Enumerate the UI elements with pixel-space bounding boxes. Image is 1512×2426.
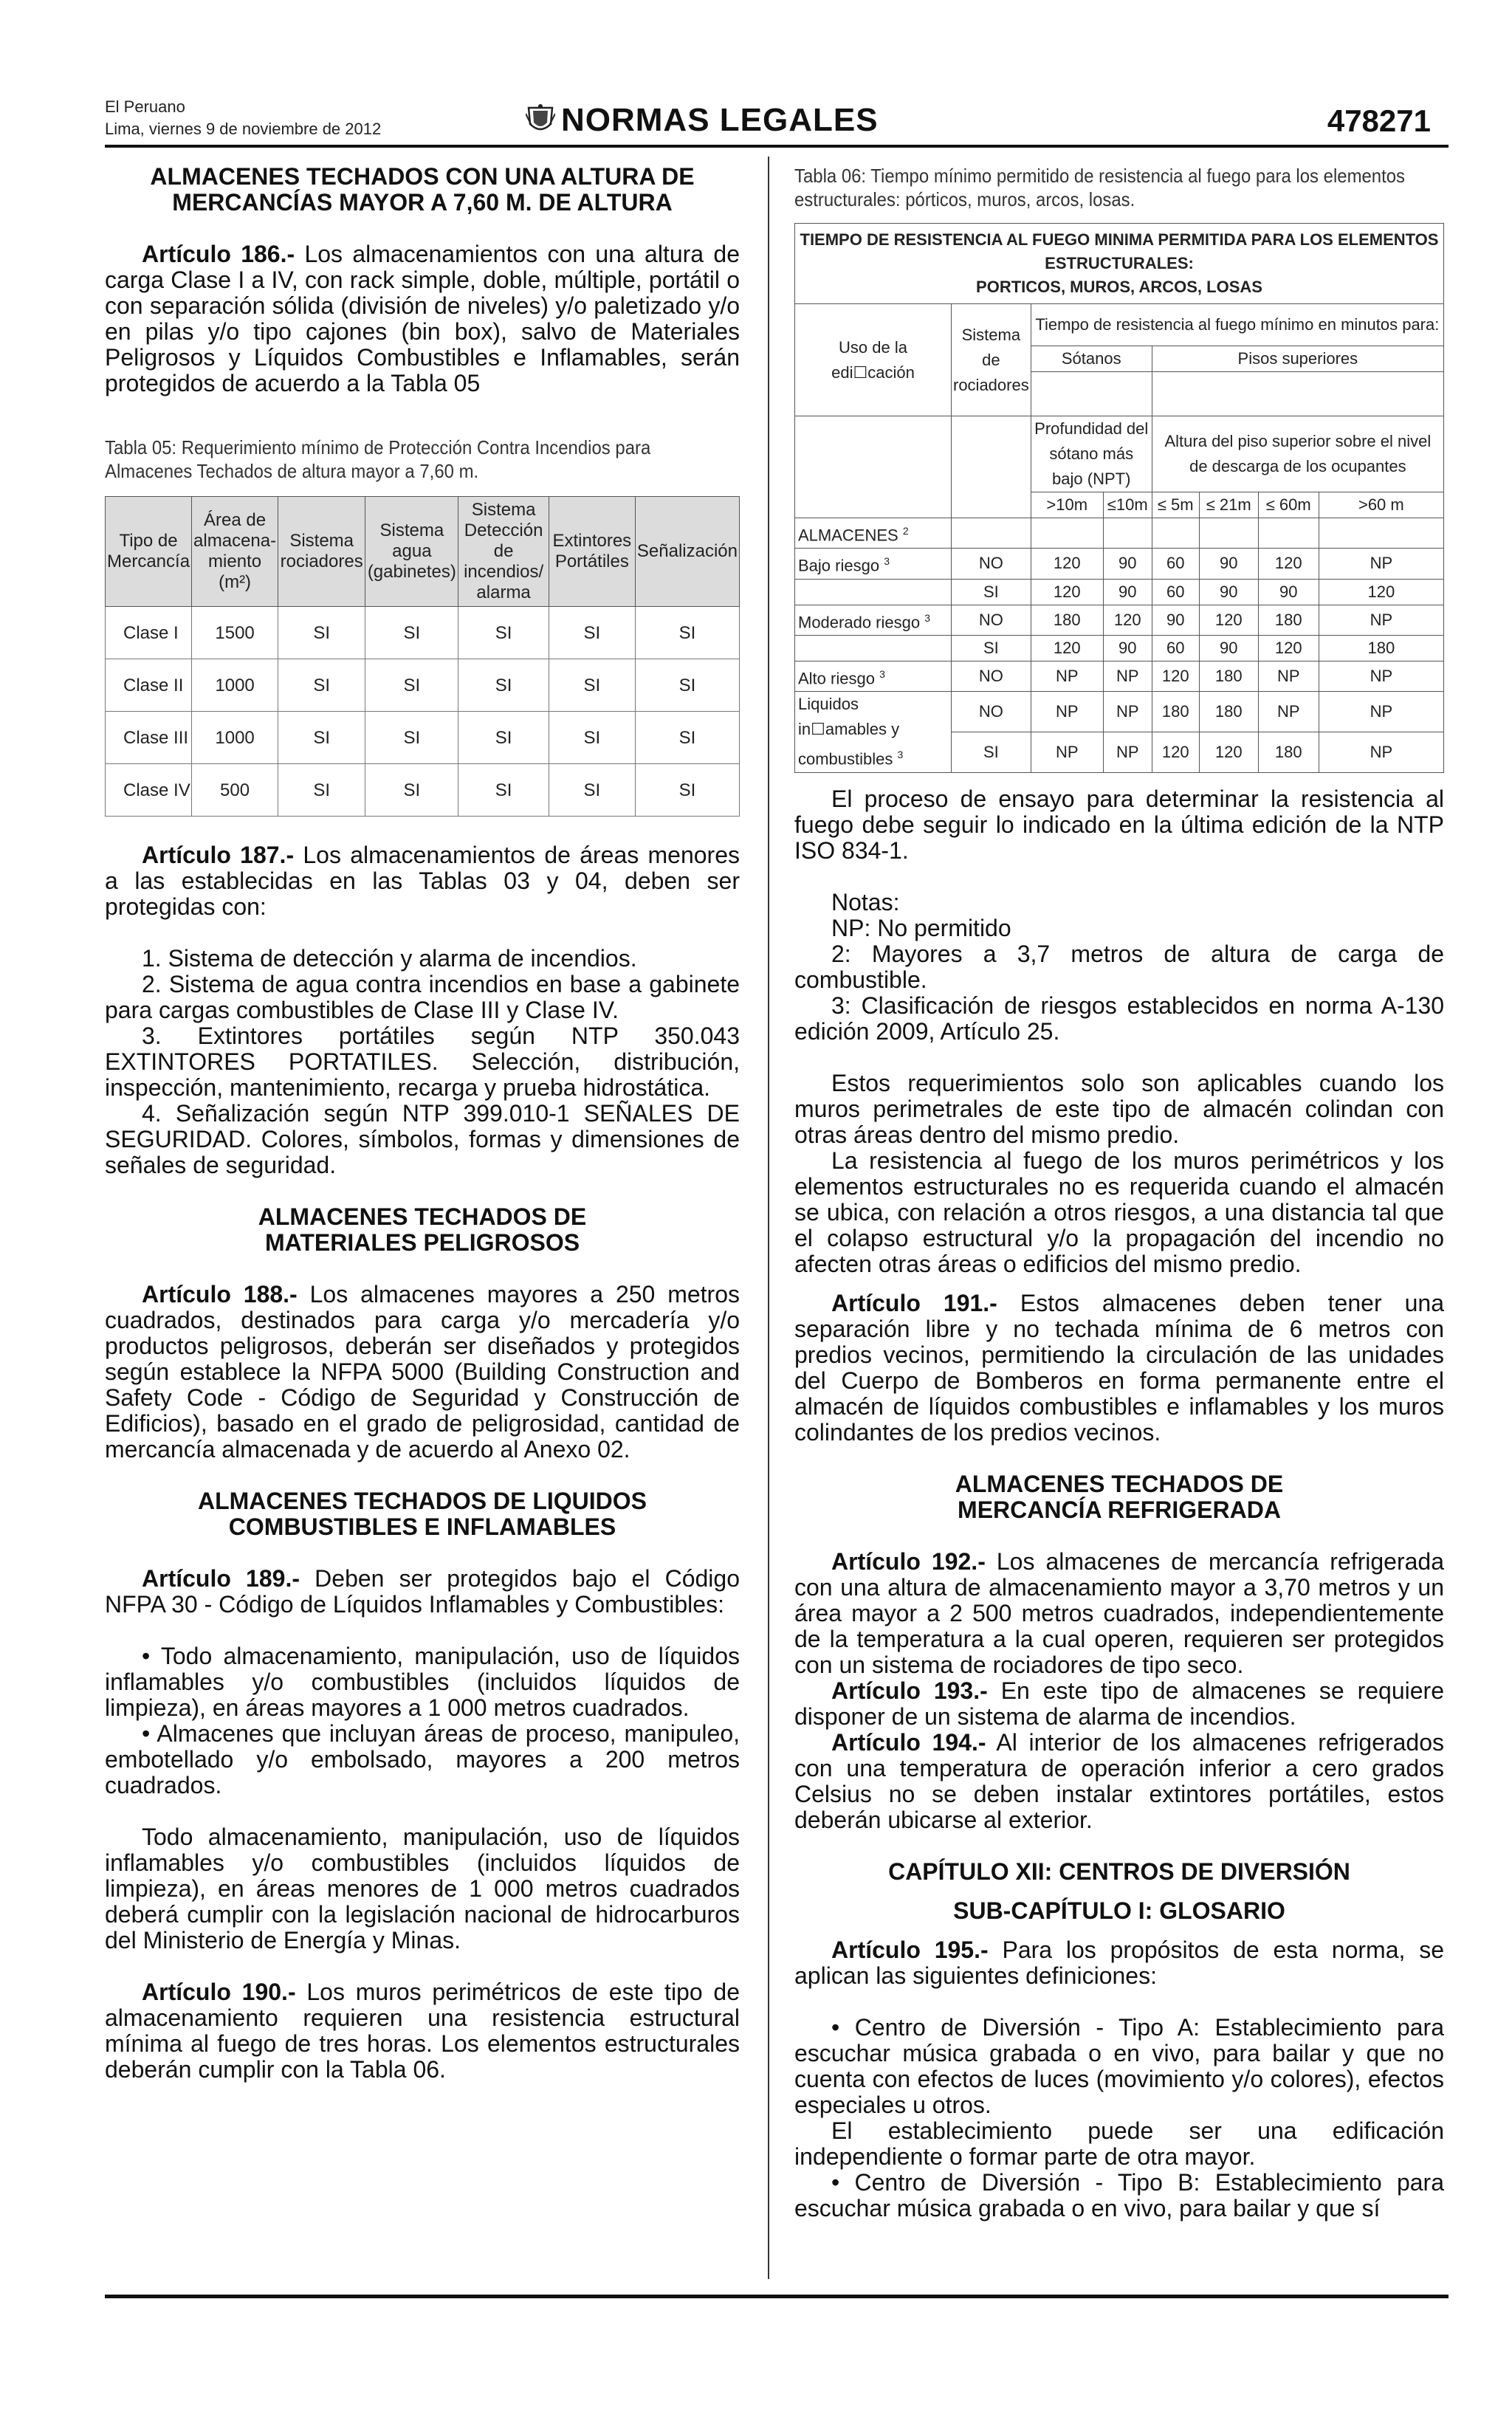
paragraph-edificacion: El establecimiento puede ser una edificación independiente o formar parte de otra mayor. — [794, 2117, 1444, 2170]
table-cell: 1000 — [192, 712, 278, 764]
table-cell: 180 — [1199, 661, 1258, 691]
article-192 — [794, 1549, 1444, 1678]
table-cell: 90 — [1258, 579, 1319, 605]
paragraph-resistencia: La resistencia al fuego de los muros perimétricos y los elementos estructurales no es requerida cuando el almacén se ubica, con relación a otros riesgos, a una distancia tal que el colapso estructural y/o la propagación del incendio no afecten otras áreas o edificios del mismo predio. — [794, 1147, 1444, 1277]
table-cell: NP — [1319, 605, 1443, 635]
table-cell: 180 — [1152, 692, 1199, 732]
page-number: 478271 — [1327, 103, 1431, 138]
list-item: 4. Señalización según NTP 399.010-1 SEÑALES DE SEGURIDAD. Colores, símbolos, formas y dimensiones de señales de seguridad. — [105, 1100, 740, 1178]
table-cell: NP — [1031, 732, 1103, 772]
list-item: • Centro de Diversión - Tipo A: Establecimiento para escuchar música grabada o en vivo, para bailar y que no cuenta con efectos de luces (movimiento y/o colores), efectos especiales u otros. — [794, 2013, 1444, 2118]
table-row — [106, 659, 740, 712]
table-06-header-row — [795, 416, 1444, 492]
footnote-mark: 3 — [884, 555, 890, 568]
table-cell: NP — [1319, 549, 1443, 579]
notes-heading: Notas: — [831, 888, 900, 915]
table-cell: 120 — [1258, 635, 1319, 661]
footnote-mark: 3 — [897, 749, 904, 761]
table-row — [795, 661, 1444, 691]
table-06-header-sotanos: Sótanos — [1031, 346, 1152, 372]
article-186-label: Artículo 186.- — [142, 241, 295, 267]
right-column — [794, 164, 1444, 2221]
table-cell: 120 — [1258, 549, 1319, 579]
article-192-label: Artículo 192.- — [831, 1547, 986, 1575]
table-row — [795, 692, 1444, 732]
table-row — [795, 518, 1444, 549]
table-06-uso: Bajo riesgo — [798, 556, 880, 575]
table-cell: NP — [1103, 732, 1152, 772]
article-188-label: Artículo 188.- — [142, 1281, 298, 1308]
table-cell: 180 — [1199, 692, 1258, 732]
table-cell — [795, 692, 952, 772]
table-06-header-altura: Altura del piso superior sobre el nivel de descarga de los ocupantes — [1152, 416, 1443, 492]
table-cell: 180 — [1258, 732, 1319, 772]
table-cell: SI — [549, 607, 635, 659]
coat-of-arms-icon — [526, 103, 555, 136]
table-cell: SI — [635, 659, 739, 712]
table-cell: NO — [952, 692, 1031, 732]
article-186 — [105, 241, 740, 396]
paragraph-hidrocarburos: Todo almacenamiento, manipulación, uso de líquidos inflamables y/o combustibles (incluidos líquidos de limpieza), en áreas menores de 1 000 metros cuadrados deberá cumplir con la legislación nacional de hidrocarburos del Ministerio de Energía y Minas. — [105, 1824, 740, 1953]
table-cell: SI — [458, 607, 549, 659]
list-item: • Todo almacenamiento, manipulación, uso de líquidos inflamables y/o combustibles (incluidos líquidos de limpieza), en áreas mayores a 1 000 metros cuadrados. — [105, 1643, 740, 1721]
table-06-title-row — [795, 224, 1444, 304]
article-193-label: Artículo 193.- — [831, 1677, 988, 1704]
table-05-header: Tipo de Mercancía — [106, 497, 192, 607]
table-cell: 180 — [1319, 635, 1443, 661]
table-cell: NP — [1031, 692, 1103, 732]
list-item: • Almacenes que incluyan áreas de proceso, manipuleo, embotellado y/o embolsado, mayores a 200 metros cuadrados. — [105, 1720, 740, 1798]
almacenes-label: ALMACENES — [798, 526, 898, 545]
table-05 — [105, 496, 740, 817]
table-cell: NO — [952, 549, 1031, 579]
table-cell: SI — [278, 659, 365, 712]
article-190 — [105, 1979, 740, 2083]
list-item: 1. Sistema de detección y alarma de incendios. — [142, 945, 637, 972]
table-cell — [795, 605, 952, 635]
article-191-label: Artículo 191.- — [831, 1289, 997, 1316]
table-cell: 120 — [1199, 732, 1258, 772]
table-cell: SI — [365, 764, 458, 817]
footnote-mark: 3 — [924, 611, 931, 624]
footnote-mark: 3 — [879, 667, 885, 680]
table-cell: 120 — [1199, 605, 1258, 635]
article-191 — [794, 1291, 1444, 1446]
table-05-header: Sistema rociadores — [278, 497, 365, 607]
table-06-col: >10m — [1031, 492, 1103, 518]
table-05-caption: Tabla 05: Requerimiento mínimo de Protección Contra Incendios para Almacenes Techados de altura mayor a 7,60 m. — [105, 436, 651, 482]
table-cell: SI — [549, 659, 635, 712]
table-cell — [795, 518, 952, 549]
note-np: NP: No permitido — [831, 914, 1011, 941]
table-cell: 90 — [1199, 635, 1258, 661]
issue-date: Lima, viernes 9 de noviembre de 2012 — [105, 120, 382, 138]
table-cell: 1500 — [192, 607, 278, 659]
table-06-header-uso: Uso de la edi☐cación — [795, 304, 952, 416]
table-cell: SI — [458, 659, 549, 712]
article-193-text: En este tipo de almacenes se requiere disponer de un sistema de alarma de incendios. — [794, 1677, 1445, 1730]
table-cell: NP — [1031, 661, 1103, 691]
paragraph-requerimientos: Estos requerimientos solo son aplicables cuando los muros perimetrales de este tipo de almacén colindan con otras áreas dentro del mismo predio. — [794, 1069, 1444, 1148]
table-06-col: ≤10m — [1103, 492, 1152, 518]
article-190-label: Artículo 190.- — [142, 1979, 296, 2005]
table-06-caption: Tabla 06: Tiempo mínimo permitido de resistencia al fuego para los elementos estructurales: pórticos, muros, arcos, losas. — [794, 165, 1406, 210]
table-cell: SI — [635, 764, 739, 817]
table-cell: SI — [952, 635, 1031, 661]
article-192-text: Los almacenes de mercancía refrigerada con una altura de almacenamiento mayor a 3,70 metros y un área mayor a 2 500 metros cuadrados, independientemente de la temperatura a la cual operen, requieren ser protegidos con un sistema de rociadores de tipo seco. — [794, 1547, 1444, 1678]
chapter-heading: CAPÍTULO XII: CENTROS DE DIVERSIÓN — [888, 1858, 1350, 1885]
list-item: • Centro de Diversión - Tipo B: Establecimiento para escuchar música grabada o en vivo, para bailar y que sí — [794, 2168, 1444, 2221]
table-06-title-line: PORTICOS, MUROS, ARCOS, LOSAS — [976, 278, 1262, 296]
article-194 — [794, 1730, 1444, 1833]
table-06-header-row — [795, 304, 1444, 346]
footnote-mark: 2 — [902, 525, 909, 537]
table-row — [795, 549, 1444, 579]
table-cell: NP — [1103, 692, 1152, 732]
table-cell — [795, 549, 952, 579]
table-06-header-sistema: Sistema de rociadores — [952, 304, 1031, 416]
table-cell: NO — [952, 661, 1031, 691]
table-06-header-profundidad: Profundidad del sótano más bajo (NPT) — [1031, 416, 1152, 492]
table-cell: NP — [1319, 732, 1443, 772]
table-cell: 120 — [1152, 732, 1199, 772]
table-row — [795, 605, 1444, 635]
table-06-uso: combustibles — [798, 749, 893, 769]
table-cell: 120 — [1031, 635, 1103, 661]
table-cell: 90 — [1152, 605, 1199, 635]
article-194-text: Al interior de los almacenes refrigerados con una temperatura de operación inferior a cero grados Celsius no se deben instalar extintores portátiles, estos deberán ubicarse al exterior. — [794, 1728, 1445, 1833]
table-06-header-tiempo: Tiempo de resistencia al fuego mínimo en minutos para: — [1031, 304, 1443, 346]
table-06-title-line: ESTRUCTURALES: — [1045, 254, 1194, 272]
table-cell: 60 — [1152, 549, 1199, 579]
table-cell: 120 — [1319, 579, 1443, 605]
section-title: NORMAS LEGALES — [561, 102, 879, 138]
table-cell: 1000 — [192, 659, 278, 712]
article-191-text: Estos almacenes deben tener una separación libre y no techada mínima de 6 metros con predios vecinos, permitiendo la circulación de las unidades del Cuerpo de Bomberos en forma permanente entre el almacén de líquidos combustibles e inflamables y los muros colindantes de los predios vecinos. — [794, 1289, 1445, 1446]
table-cell: SI — [278, 607, 365, 659]
table-05-header: Señalización — [635, 497, 739, 607]
article-186-text: Los almacenamientos con una altura de carga Clase I a IV, con rack simple, doble, múltiple, portátil o con separación sólida (división de niveles) y/o paletizado y/o en pilas y/o tipo cajones (bin box), salvo de Materiales Peligrosos y Líquidos Combustibles e Inflamables, serán protegidos de acuerdo a la Tabla 05 — [105, 241, 740, 396]
table-cell: 90 — [1103, 549, 1152, 579]
table-cell: 90 — [1103, 579, 1152, 605]
list-item: 3. Extintores portátiles según NTP 350.043 EXTINTORES PORTATILES. Selección, distribución, inspección, mantenimiento, recarga y prueba hidrostática. — [105, 1023, 740, 1101]
table-cell: 120 — [1152, 661, 1199, 691]
table-cell: SI — [635, 607, 739, 659]
table-05-header: Extintores Portátiles — [549, 497, 635, 607]
article-189-label: Artículo 189.- — [142, 1565, 300, 1592]
table-cell: SI — [458, 712, 549, 764]
column-divider — [768, 157, 769, 2279]
note-3: 3: Clasificación de riesgos establecidos en norma A-130 edición 2009, Artículo 25. — [794, 992, 1444, 1045]
table-cell: SI — [365, 607, 458, 659]
paragraph-ensayo: El proceso de ensayo para determinar la resistencia al fuego debe seguir lo indicado en la última edición de la NTP ISO 834-1. — [794, 785, 1444, 864]
table-cell: 90 — [1103, 635, 1152, 661]
table-05-header: Sistema agua (gabinetes) — [365, 497, 458, 607]
article-193 — [794, 1678, 1444, 1730]
heading-almacenes-altura: ALMACENES TECHADOS CON UNA ALTURA DE MERCANCÍAS MAYOR A 7,60 M. DE ALTURA — [150, 163, 695, 216]
table-cell: 120 — [1031, 549, 1103, 579]
table-06-title-line: TIEMPO DE RESISTENCIA AL FUEGO MINIMA PERMITIDA PARA LOS ELEMENTOS — [800, 230, 1439, 249]
table-06-uso: Moderado riesgo — [798, 612, 921, 631]
table-cell: 90 — [1199, 579, 1258, 605]
table-cell: SI — [549, 712, 635, 764]
heading-liquidos-combustibles: ALMACENES TECHADOS DE LIQUIDOS COMBUSTIBLES E INFLAMABLES — [197, 1488, 647, 1540]
table-cell: SI — [458, 764, 549, 817]
article-195-label: Artículo 195.- — [831, 1936, 989, 1963]
table-cell: NP — [1103, 661, 1152, 691]
masthead — [105, 96, 381, 140]
article-189 — [105, 1566, 740, 1618]
table-cell: Clase I — [106, 607, 192, 659]
article-188-text: Los almacenes mayores a 250 metros cuadrados, destinados para carga y/o mercadería y/o productos peligrosos, deberán ser diseñados y protegidos según establece la NFPA 5000 (Building Construction and Safety Code - Código de Seguridad y Construcción de Edificios), basado en el grado de peligrosidad, cantidad de mercancía almacenada y de acuerdo al Anexo 02. — [105, 1281, 740, 1463]
heading-mercancia-refrigerada: ALMACENES TECHADOS DE MERCANCÍA REFRIGERADA — [955, 1470, 1284, 1523]
table-06-uso: Liquidos in☐amables y — [798, 695, 900, 739]
table-cell: Clase II — [106, 659, 192, 712]
table-row — [106, 607, 740, 659]
article-188 — [105, 1282, 740, 1463]
table-cell: 180 — [1031, 605, 1103, 635]
article-190-text: Los muros perimétricos de este tipo de almacenamiento requieren una resistencia estructural mínima al fuego de tres horas. Los elementos estructurales deberán cumplir con la Tabla 06. — [105, 1979, 740, 2083]
table-06-col: ≤ 60m — [1258, 492, 1319, 518]
table-cell: SI — [635, 712, 739, 764]
table-cell: 120 — [1031, 579, 1103, 605]
article-195-text: Para los propósitos de esta norma, se aplican las siguientes definiciones: — [794, 1936, 1445, 1989]
header-rule — [105, 145, 1449, 148]
table-cell: SI — [278, 764, 365, 817]
table-06-header-pisos: Pisos superiores — [1152, 346, 1443, 372]
table-cell: NP — [1319, 661, 1443, 691]
table-06-col: >60 m — [1319, 492, 1443, 518]
table-05-header-row — [106, 497, 740, 607]
table-05-header: Sistema Detección de incendios/ alarma — [458, 497, 549, 607]
newspaper-name: El Peruano — [105, 97, 185, 116]
table-cell: 180 — [1258, 605, 1319, 635]
article-187-label: Artículo 187.- — [142, 842, 295, 868]
article-189-text: Deben ser protegidos bajo el Código NFPA 30 - Código de Líquidos Inflamables y Combustibles: — [105, 1565, 740, 1618]
table-cell: SI — [365, 659, 458, 712]
table-cell: NP — [1258, 692, 1319, 732]
table-cell: NP — [1258, 661, 1319, 691]
table-cell — [795, 661, 952, 691]
table-cell: 500 — [192, 764, 278, 817]
table-cell: 60 — [1152, 635, 1199, 661]
table-06 — [794, 223, 1444, 773]
table-cell: SI — [365, 712, 458, 764]
table-row — [106, 712, 740, 764]
table-06-title — [795, 224, 1444, 304]
table-cell: 90 — [1199, 549, 1258, 579]
subchapter-heading: SUB-CAPÍTULO I: GLOSARIO — [953, 1897, 1285, 1924]
table-cell: Clase IV — [106, 764, 192, 817]
table-cell: 120 — [1103, 605, 1152, 635]
table-cell: SI — [952, 579, 1031, 605]
heading-materiales-peligrosos: ALMACENES TECHADOS DE MATERIALES PELIGROSOS — [258, 1203, 587, 1256]
table-row — [795, 579, 1444, 605]
table-06-col: ≤ 21m — [1199, 492, 1258, 518]
table-05-header: Área de almacena-miento (m²) — [192, 497, 278, 607]
table-row — [106, 764, 740, 817]
table-cell: NO — [952, 605, 1031, 635]
article-195 — [794, 1937, 1444, 1989]
note-2: 2: Mayores a 3,7 metros de altura de carga de combustible. — [794, 940, 1444, 993]
table-cell: SI — [549, 764, 635, 817]
table-06-uso: Alto riesgo — [798, 669, 875, 688]
left-column — [105, 164, 740, 2083]
table-cell: NP — [1319, 692, 1443, 732]
table-cell: SI — [952, 732, 1031, 772]
table-06-col: ≤ 5m — [1152, 492, 1199, 518]
article-187-text: Los almacenamientos de áreas menores a las establecidas en las Tablas 03 y 04, deben ser protegidas con: — [105, 842, 740, 920]
table-cell: Clase III — [106, 712, 192, 764]
footer-rule — [105, 2295, 1449, 2298]
list-item: 2. Sistema de agua contra incendios en base a gabinete para cargas combustibles de Clase III y Clase IV. — [105, 971, 740, 1023]
table-cell: SI — [278, 712, 365, 764]
table-row — [795, 635, 1444, 661]
table-cell: 60 — [1152, 579, 1199, 605]
article-194-label: Artículo 194.- — [831, 1728, 986, 1756]
article-187 — [105, 842, 740, 920]
